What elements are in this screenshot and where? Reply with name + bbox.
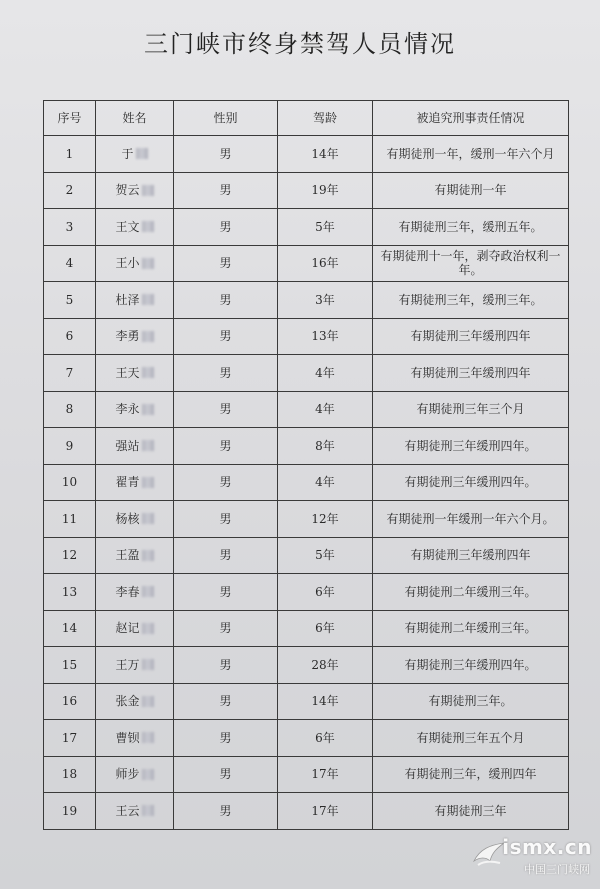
- cell-gender: 男: [174, 464, 278, 501]
- cell-gender: 男: [174, 136, 278, 173]
- name-text: 王天: [115, 365, 140, 380]
- cell-driving-age: 3年: [278, 282, 373, 319]
- cell-name: [96, 209, 174, 246]
- cell-gender: 男: [174, 647, 278, 684]
- table-row: [44, 172, 569, 209]
- cell-gender: 男: [174, 172, 278, 209]
- name-text: 于: [121, 146, 134, 161]
- table-row: [44, 209, 569, 246]
- table-body: [44, 136, 569, 830]
- cell-no: 9: [44, 428, 96, 465]
- redaction-mosaic: [142, 331, 154, 342]
- table-row: [44, 501, 569, 538]
- cell-gender: 男: [174, 318, 278, 355]
- cell-driving-age: 12年: [278, 501, 373, 538]
- cell-name: [96, 793, 174, 830]
- redaction-mosaic: [142, 221, 154, 232]
- cell-no: 16: [44, 683, 96, 720]
- name-text: 张金: [115, 694, 140, 709]
- cell-penalty: 有期徒刑一年缓刑一年六个月。: [373, 501, 569, 538]
- cell-no: 2: [44, 172, 96, 209]
- name-wrap: [115, 585, 153, 599]
- cell-no: 14: [44, 610, 96, 647]
- name-wrap: [115, 804, 153, 818]
- table-row: [44, 683, 569, 720]
- cell-gender: 男: [174, 756, 278, 793]
- cell-penalty: 有期徒刑一年，缓刑一年六个月: [373, 136, 569, 173]
- name-text: 杨核: [115, 511, 140, 526]
- name-wrap: [115, 220, 153, 234]
- table-row: [44, 318, 569, 355]
- redaction-mosaic: [142, 258, 154, 269]
- cell-name: [96, 428, 174, 465]
- table-row: [44, 720, 569, 757]
- cell-penalty: 有期徒刑十一年，剥夺政治权利一年。: [373, 245, 569, 282]
- cell-name: [96, 683, 174, 720]
- cell-no: 11: [44, 501, 96, 538]
- cell-name: [96, 464, 174, 501]
- name-wrap: [115, 366, 153, 380]
- cell-penalty: 有期徒刑三年三个月: [373, 391, 569, 428]
- cell-penalty: 有期徒刑三年，缓刑三年。: [373, 282, 569, 319]
- name-wrap: [115, 694, 153, 708]
- cell-no: 1: [44, 136, 96, 173]
- cell-name: [96, 501, 174, 538]
- name-wrap: [115, 658, 153, 672]
- table-row: [44, 355, 569, 392]
- name-text: 王云: [115, 803, 140, 818]
- cell-no: 8: [44, 391, 96, 428]
- cell-driving-age: 4年: [278, 464, 373, 501]
- cell-driving-age: 4年: [278, 355, 373, 392]
- cell-no: 19: [44, 793, 96, 830]
- redaction-mosaic: [142, 513, 154, 524]
- cell-driving-age: 16年: [278, 245, 373, 282]
- name-text: 师步: [115, 767, 140, 782]
- cell-penalty: 有期徒刑一年: [373, 172, 569, 209]
- cell-name: [96, 537, 174, 574]
- cell-gender: 男: [174, 793, 278, 830]
- cell-name: [96, 610, 174, 647]
- cell-name: [96, 355, 174, 392]
- cell-no: 18: [44, 756, 96, 793]
- table-row: [44, 537, 569, 574]
- table-row: [44, 245, 569, 282]
- cell-penalty: 有期徒刑三年缓刑四年: [373, 537, 569, 574]
- name-text: 李勇: [115, 329, 140, 344]
- cell-driving-age: 19年: [278, 172, 373, 209]
- cell-penalty: 有期徒刑三年缓刑四年: [373, 355, 569, 392]
- table-row: [44, 391, 569, 428]
- name-text: 杜泽: [115, 292, 140, 307]
- site-watermark: [472, 833, 592, 881]
- cell-penalty: 有期徒刑三年缓刑四年。: [373, 647, 569, 684]
- cell-no: 5: [44, 282, 96, 319]
- cell-no: 15: [44, 647, 96, 684]
- redaction-mosaic: [142, 550, 154, 561]
- table-row: [44, 282, 569, 319]
- name-wrap: [115, 475, 153, 489]
- cell-gender: 男: [174, 501, 278, 538]
- cell-name: [96, 136, 174, 173]
- redaction-mosaic: [136, 148, 148, 159]
- cell-gender: 男: [174, 391, 278, 428]
- redaction-mosaic: [142, 367, 154, 378]
- cell-gender: 男: [174, 537, 278, 574]
- cell-driving-age: 14年: [278, 683, 373, 720]
- name-text: 贺云: [115, 183, 140, 198]
- cell-gender: 男: [174, 574, 278, 611]
- cell-gender: 男: [174, 209, 278, 246]
- cell-gender: 男: [174, 355, 278, 392]
- cell-driving-age: 14年: [278, 136, 373, 173]
- cell-driving-age: 17年: [278, 756, 373, 793]
- cell-driving-age: 5年: [278, 537, 373, 574]
- name-wrap: [115, 402, 153, 416]
- cell-gender: 男: [174, 245, 278, 282]
- name-text: 王盈: [115, 548, 140, 563]
- name-wrap: [115, 512, 153, 526]
- cell-driving-age: 6年: [278, 610, 373, 647]
- name-text: 曹钡: [115, 730, 140, 745]
- cell-no: 17: [44, 720, 96, 757]
- cell-no: 12: [44, 537, 96, 574]
- cell-penalty: 有期徒刑三年。: [373, 683, 569, 720]
- name-wrap: [115, 731, 153, 745]
- cell-name: [96, 318, 174, 355]
- redaction-mosaic: [142, 294, 154, 305]
- name-wrap: [115, 293, 153, 307]
- name-wrap: [115, 767, 153, 781]
- table-row: [44, 647, 569, 684]
- cell-penalty: 有期徒刑三年，缓刑五年。: [373, 209, 569, 246]
- cell-penalty: 有期徒刑三年五个月: [373, 720, 569, 757]
- cell-driving-age: 28年: [278, 647, 373, 684]
- name-wrap: [115, 329, 153, 343]
- cell-penalty: 有期徒刑三年，缓刑四年: [373, 756, 569, 793]
- cell-no: 13: [44, 574, 96, 611]
- cell-name: [96, 282, 174, 319]
- redaction-mosaic: [142, 404, 154, 415]
- cell-gender: 男: [174, 428, 278, 465]
- name-text: 翟青: [115, 475, 140, 490]
- name-text: 王万: [115, 657, 140, 672]
- document-title: 三门峡市终身禁驾人员情况: [144, 30, 456, 58]
- header-no: 序号: [44, 101, 96, 136]
- driver-ban-table: [43, 100, 569, 830]
- cell-no: 10: [44, 464, 96, 501]
- cell-penalty: 有期徒刑三年: [373, 793, 569, 830]
- cell-driving-age: 5年: [278, 209, 373, 246]
- redaction-mosaic: [142, 659, 154, 670]
- watermark-brand: ismx.cn: [502, 835, 592, 859]
- cell-driving-age: 13年: [278, 318, 373, 355]
- name-wrap: [115, 183, 153, 197]
- cell-driving-age: 17年: [278, 793, 373, 830]
- cell-gender: 男: [174, 610, 278, 647]
- redaction-mosaic: [142, 805, 154, 816]
- name-text: 赵记: [115, 621, 140, 636]
- redaction-mosaic: [142, 769, 154, 780]
- header-penalty: 被追究刑事责任情况: [373, 101, 569, 136]
- redaction-mosaic: [142, 696, 154, 707]
- cell-name: [96, 647, 174, 684]
- cell-no: 3: [44, 209, 96, 246]
- header-gender: 性别: [174, 101, 278, 136]
- cell-name: [96, 391, 174, 428]
- header-driving-age: 驾龄: [278, 101, 373, 136]
- table-row: [44, 756, 569, 793]
- name-text: 李永: [115, 402, 140, 417]
- table-row: [44, 610, 569, 647]
- cell-penalty: 有期徒刑三年缓刑四年。: [373, 464, 569, 501]
- bird-logo-icon: [472, 839, 506, 869]
- table-row: [44, 428, 569, 465]
- name-text: 强站: [115, 438, 140, 453]
- redaction-mosaic: [142, 586, 154, 597]
- name-wrap: [121, 147, 147, 161]
- cell-penalty: 有期徒刑三年缓刑四年。: [373, 428, 569, 465]
- cell-no: 7: [44, 355, 96, 392]
- name-wrap: [115, 548, 153, 562]
- cell-name: [96, 245, 174, 282]
- table-row: [44, 574, 569, 611]
- table-row: [44, 464, 569, 501]
- cell-gender: 男: [174, 683, 278, 720]
- redaction-mosaic: [142, 440, 154, 451]
- name-wrap: [115, 621, 153, 635]
- table-row: [44, 136, 569, 173]
- name-text: 王小: [115, 256, 140, 271]
- name-text: 王文: [115, 219, 140, 234]
- cell-driving-age: 4年: [278, 391, 373, 428]
- cell-driving-age: 8年: [278, 428, 373, 465]
- cell-no: 6: [44, 318, 96, 355]
- cell-name: [96, 574, 174, 611]
- redaction-mosaic: [142, 185, 154, 196]
- name-text: 李春: [115, 584, 140, 599]
- cell-gender: 男: [174, 720, 278, 757]
- name-wrap: [115, 439, 153, 453]
- table-row: [44, 793, 569, 830]
- cell-driving-age: 6年: [278, 720, 373, 757]
- cell-name: [96, 172, 174, 209]
- redaction-mosaic: [142, 477, 154, 488]
- redaction-mosaic: [142, 623, 154, 634]
- cell-driving-age: 6年: [278, 574, 373, 611]
- cell-penalty: 有期徒刑三年缓刑四年: [373, 318, 569, 355]
- cell-penalty: 有期徒刑二年缓刑三年。: [373, 574, 569, 611]
- cell-name: [96, 720, 174, 757]
- table-header-row: [44, 101, 569, 136]
- cell-gender: 男: [174, 282, 278, 319]
- watermark-subtitle: 中国三门峡网: [524, 863, 590, 876]
- redaction-mosaic: [142, 732, 154, 743]
- cell-name: [96, 756, 174, 793]
- header-name: 姓名: [96, 101, 174, 136]
- cell-no: 4: [44, 245, 96, 282]
- cell-penalty: 有期徒刑二年缓刑三年。: [373, 610, 569, 647]
- name-wrap: [115, 256, 153, 270]
